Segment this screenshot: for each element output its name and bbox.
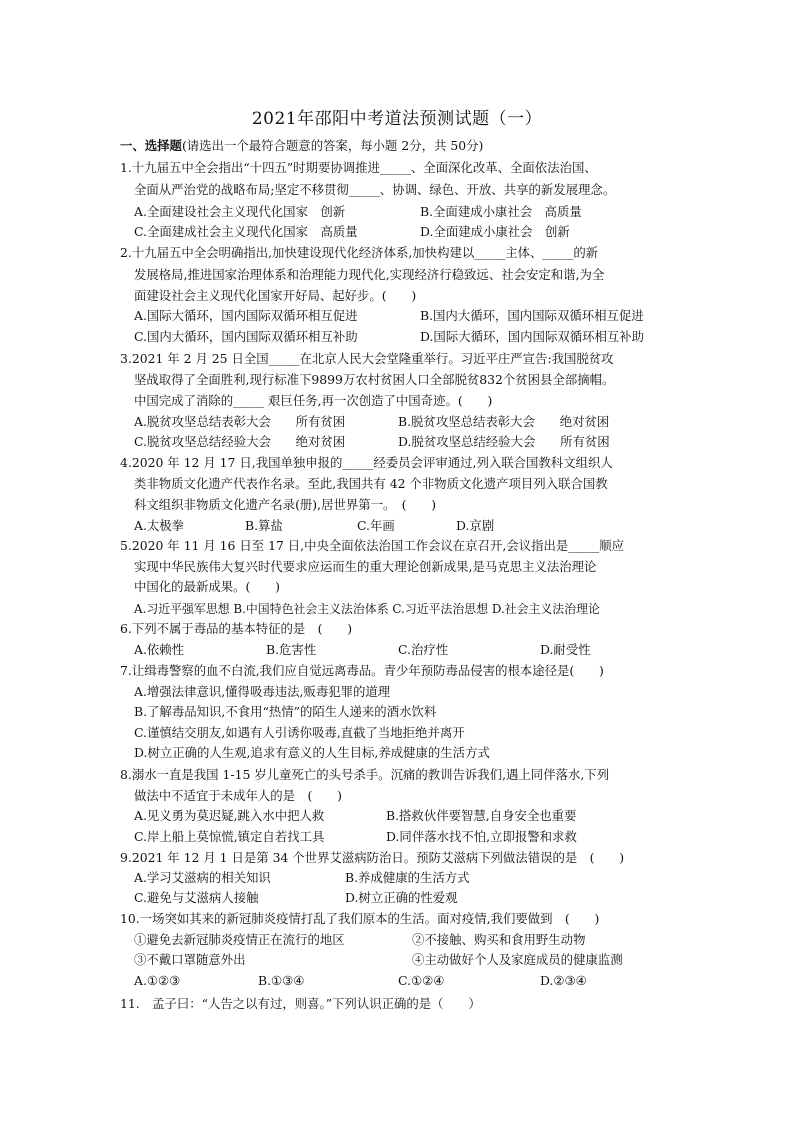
q9-option-b: B.养成健康的生活方式 bbox=[345, 870, 470, 885]
q9-line-1: 9.2021 年 12 月 1 日是第 34 个世界艾滋病防治日。预防艾滋病下列做法错误的是 ( ) bbox=[120, 850, 625, 865]
q2-option-b: B.国内大循环，国内国际双循环相互促进 bbox=[420, 308, 644, 323]
page-title: 2021年邵阳中考道法预测试题（一） bbox=[251, 109, 543, 129]
q8-option-c: C.岸上船上莫惊慌,镇定自若找工具 bbox=[134, 829, 325, 844]
q7-option-d: D.树立正确的人生观,追求有意义的人生目标,养成健康的生活方式 bbox=[134, 745, 490, 760]
q10-statement-4: ④主动做好个人及家庭成员的健康监测 bbox=[412, 952, 623, 967]
q8-line-2: 做法中不适宜于未成年人的是 ( ) bbox=[134, 788, 342, 803]
q3-line-2: 坚战取得了全面胜利,现行标准下9899万农村贫困人口全部脱贫832个贫困县全部摘帽。 bbox=[134, 372, 615, 387]
q2-line-2: 发展格局,推进国家治理体系和治理能力现代化,实现经济行稳致远、社会安定和谐,为全 bbox=[134, 267, 605, 282]
q4-line-1: 4.2020 年 12 月 17 日,我国单独申报的_____经委员会评审通过,列入联合国教科文组织人 bbox=[120, 455, 613, 470]
section-instruction: (请选出一个最符合题意的答案，每小题 2分，共 50分) bbox=[181, 138, 484, 153]
q6-option-c: C.治疗性 bbox=[398, 642, 449, 657]
q2-line-1: 2.十九届五中全会明确指出,加快建设现代化经济体系,加快构建以_____主体、_____的新 bbox=[120, 245, 599, 260]
q6-option-d: D.耐受性 bbox=[540, 642, 591, 657]
q1-line-2: 全面从严治党的战略布局;坚定不移贯彻_____、协调、绿色、开放、共享的新发展理念。 bbox=[134, 182, 616, 197]
q1-option-a: A.全面建设社会主义现代化国家 创新 bbox=[134, 204, 346, 219]
q10-statement-1: ①避免去新冠肺炎疫情正在流行的地区 bbox=[134, 932, 345, 947]
q10-line-1: 10.一场突如其来的新冠肺炎疫情打乱了我们原本的生活。面对疫情,我们要做到 ( ) bbox=[120, 911, 600, 926]
q4-option-b: B.算盐 bbox=[245, 518, 283, 533]
q8-option-d: D.同伴落水找不怕,立即报警和求救 bbox=[386, 829, 577, 844]
q9-option-a: A.学习艾滋病的相关知识 bbox=[134, 870, 271, 885]
q3-option-c: C.脱贫攻坚总结经验大会 绝对贫困 bbox=[134, 434, 346, 449]
q6-line-1: 6.下列不属于毒品的基本特征的是 ( ) bbox=[120, 621, 353, 636]
q5-line-3: 中国化的最新成果。( ) bbox=[134, 579, 280, 594]
q5-line-1: 5.2020 年 11 月 16 日至 17 日,中央全面依法治国工作会议在京召开,会议指出是_____顺应 bbox=[120, 538, 625, 553]
q4-line-3: 科文组织非物质文化遗产名录(册),居世界第一。 ( ) bbox=[134, 497, 437, 512]
q2-option-c: C.国内大循环，国内国际双循环相互补助 bbox=[134, 329, 358, 344]
q9-option-d: D.树立正确的性爱观 bbox=[345, 890, 458, 905]
q9-option-c: C.避免与艾滋病人接触 bbox=[134, 890, 259, 905]
q2-line-3: 面建设社会主义现代化国家开好局、起好步。( ) bbox=[134, 288, 417, 303]
q10-option-b: B.①③④ bbox=[258, 973, 305, 988]
q6-option-a: A.依赖性 bbox=[134, 642, 185, 657]
section-header bbox=[120, 136, 483, 156]
q10-statement-2: ②不接触、购买和食用野生动物 bbox=[412, 932, 586, 947]
q7-option-c: C.谨慎结交朋友,如遇有人引诱你吸毒,直截了当地拒绝并离开 bbox=[134, 725, 465, 740]
q3-option-a: A.脱贫攻坚总结表彰大会 所有贫困 bbox=[134, 414, 346, 429]
q1-line-1: 1.十九届五中全会指出“十四五”时期要协调推进_____、全面深化改革、全面依法治国、 bbox=[120, 160, 597, 175]
q8-option-a: A.见义勇为莫迟疑,跳入水中把人救 bbox=[134, 808, 325, 823]
q1-option-c: C.全面建成社会主义现代化国家 高质量 bbox=[134, 224, 358, 239]
q3-line-3: 中国完成了消除的_____ 艰巨任务,再一次创造了中国奇迹。( ) bbox=[134, 393, 493, 408]
q4-option-a: A.太极拳 bbox=[134, 518, 185, 533]
q4-option-d: D.京剧 bbox=[456, 518, 495, 533]
q5-line-2: 实现中华民族伟大复兴时代要求应运而生的重大理论创新成果,是马克思主义法治理论 bbox=[134, 559, 597, 574]
q1-option-b: B.全面建成小康社会 高质量 bbox=[420, 204, 582, 219]
q5-options: A.习近平强军思想 B.中国特色社会主义法治体系 C.习近平法治思想 D.社会主义法治理论 bbox=[134, 602, 600, 616]
q4-option-c: C.年画 bbox=[357, 518, 395, 533]
section-heading: 一、选择题 bbox=[120, 138, 182, 153]
q6-option-b: B.危害性 bbox=[266, 642, 317, 657]
q4-line-2: 类非物质文化遗产代表作名录。至此,我国共有 42 个非物质文化遗产项目列入联合国教 bbox=[134, 476, 608, 491]
q10-option-d: D.②③④ bbox=[540, 973, 587, 988]
q10-option-a: A.①②③ bbox=[134, 973, 181, 988]
q10-statement-3: ③不戴口罩随意外出 bbox=[134, 952, 246, 967]
q7-option-b: B.了解毒品知识,不食用“热情”的陌生人递来的酒水饮料 bbox=[134, 704, 437, 719]
q3-option-d: D.脱贫攻坚总结经验大会 所有贫困 bbox=[398, 434, 610, 449]
q10-option-c: C.①②④ bbox=[398, 973, 445, 988]
q3-line-1: 3.2021 年 2 月 25 日全国_____在北京人民大会堂隆重举行。习近平庄严宣告:我国脱贫攻 bbox=[120, 351, 614, 366]
q1-option-d: D.全面建成小康社会 创新 bbox=[420, 224, 570, 239]
q2-option-d: D.国际大循环，国内国际双循环相互补助 bbox=[420, 329, 645, 344]
q7-option-a: A.增强法律意识,懂得吸毒违法,贩毒犯罪的道理 bbox=[134, 684, 391, 699]
q8-line-1: 8.溺水一直是我国 1-15 岁儿童死亡的头号杀手。沉痛的教训告诉我们,遇上同伴落水,下列 bbox=[120, 767, 610, 782]
q2-option-a: A.国际大循环，国内国际双循环相互促进 bbox=[134, 308, 358, 323]
q7-line-1: 7.让缉毒警察的血不白流,我们应自觉远离毒品。青少年预防毒品侵害的根本途径是( ) bbox=[120, 663, 604, 678]
q3-option-b: B.脱贫攻坚总结表彰大会 绝对贫困 bbox=[398, 414, 610, 429]
q11-line-1: 11. 孟子曰：“人告之以有过，则喜。”下列认识正确的是（ ） bbox=[120, 996, 481, 1011]
q8-option-b: B.搭救伙伴要智慧,自身安全也重要 bbox=[386, 808, 577, 823]
